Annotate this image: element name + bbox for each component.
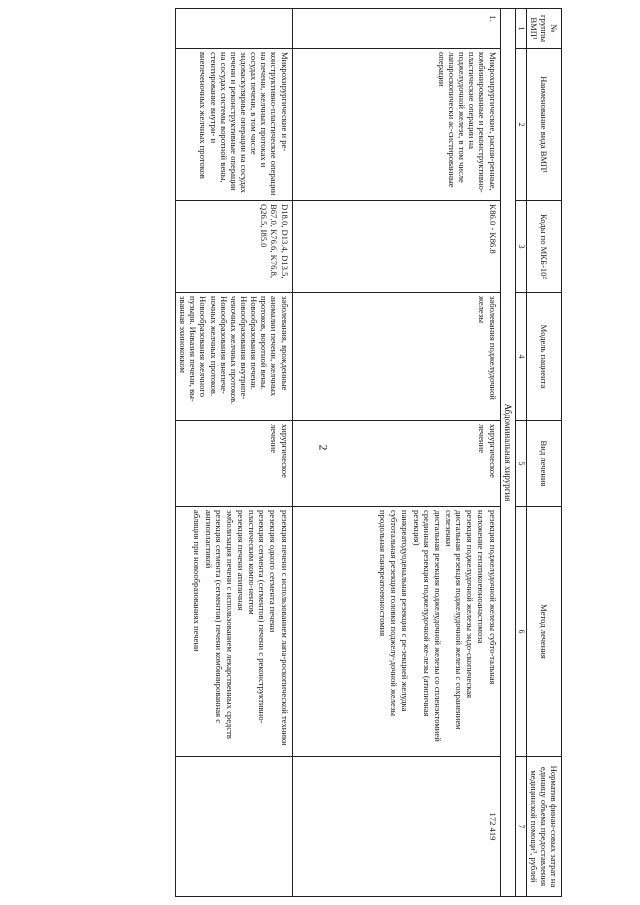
treatment-methods: [292, 507, 500, 757]
column-number: 3: [516, 201, 526, 293]
treatment-methods: [175, 507, 292, 757]
column-number: 2: [516, 49, 526, 201]
method-item: срединная резекция поджелудочной же-лезы (атипичная резекция): [411, 510, 432, 717]
column-number: 5: [516, 421, 526, 507]
page-number: 2: [316, 444, 331, 451]
icd-codes: K86.0 - K86.8: [292, 201, 500, 293]
vmp-name: Микрохирургические, расши-ренные, комбинированные и реконструктивно-пластические операции на поджелудочной железе, в том числе лапароскопически ас-систированные операции: [292, 49, 500, 201]
header-treatment-type: Вид лечения: [526, 421, 561, 507]
section-row: [500, 9, 516, 897]
method-item: продольная панкреатоеюностомия: [378, 510, 389, 637]
column-number: 6: [516, 507, 526, 757]
method-item: резекция сегмента (сегментов) печени комбинированная с ангиопластикой: [203, 510, 224, 724]
header-group-number: № группы ВМП¹: [526, 9, 561, 49]
header-treatment-method: Метод лечения: [526, 507, 561, 757]
method-item: резекция поджелудочной железы субто-тальная: [487, 510, 498, 685]
method-item: дистальная резекция поджелудочной железы со спленэктомией: [432, 510, 443, 742]
method-item: резекция печени атипичная: [235, 510, 246, 611]
table-row: [292, 9, 500, 897]
treatment-type: хирургическое лечение: [175, 421, 292, 507]
cost-norm: 172 419: [292, 757, 500, 897]
patient-model: заболевания, врожденные аномалии печени, желчных протоков, воротной вены. Новообразования печени. Новообразования внутрипе-ченочных желчных протоков. Новообразования внепече-ночных желчных протоков. Новообразования желчного пузыря. Инвазия печени, вы-званная эхинококком: [175, 293, 292, 421]
header-patient-model: Модель пациента: [526, 293, 561, 421]
column-number-row: [516, 9, 526, 897]
treatment-type: хирургическое лечение: [292, 421, 500, 507]
column-number: 7: [516, 757, 526, 897]
section-title: Абдоминальная хирургия: [500, 9, 516, 897]
group-number: [175, 9, 292, 49]
header-vmp-name: Наименование вида ВМП¹: [526, 49, 561, 201]
method-item: резекция одного сегмента печени: [268, 510, 279, 633]
table-row: [175, 9, 292, 897]
patient-model: заболевания поджелудочной железы: [292, 293, 500, 421]
method-item: резекция поджелудочной железы эндо-скопическая: [465, 510, 476, 699]
method-item: абляция при новообразованиях печени: [192, 510, 203, 652]
column-number: 1: [516, 9, 526, 49]
table-header-row: [526, 9, 561, 897]
vmp-table: [175, 8, 562, 897]
icd-codes: D18.0, D13.4, D13.5, B67.0, K76.6, K76.8, Q26.5, I85.0: [175, 201, 292, 293]
header-cost-norm: Норматив финан-совых затрат на единицу объема предоставления медицинской помощи³, рублей: [526, 757, 561, 897]
header-icd-codes: Коды по МКБ-10²: [526, 201, 561, 293]
method-item: резекция сегмента (сегментов) печени с реконструктивно-пластическим компо-нентом: [247, 510, 268, 724]
cost-norm: [175, 757, 292, 897]
method-item: резекция печени с использованием лапа-роскопической техники: [279, 510, 290, 746]
vmp-name: Микрохирургические и ре-конструктивно-пластические операции на печени, желчных протоках и сосудах печени, в том числе эндоваскулярные операции на сосудах печени и реконструктивные операции на сосудах системы воротной вены, стентирование внутри- и внепеченочных желчных протоков: [175, 49, 292, 201]
method-item: наложение гепатикоеюноанастомоза: [476, 510, 487, 644]
group-number: 1.: [292, 9, 500, 49]
method-item: субтотальная резекция головки поджелу-дочной железы: [389, 510, 400, 717]
method-item: эмболизация печени с использованием лекарственных средств: [224, 510, 235, 739]
column-number: 4: [516, 293, 526, 421]
method-item: дистальная резекция поджелудочной железы с сохранением селезенки: [443, 510, 465, 730]
method-item: панкреатодуоденальная резекция с ре-зекцией желудка: [400, 510, 411, 712]
